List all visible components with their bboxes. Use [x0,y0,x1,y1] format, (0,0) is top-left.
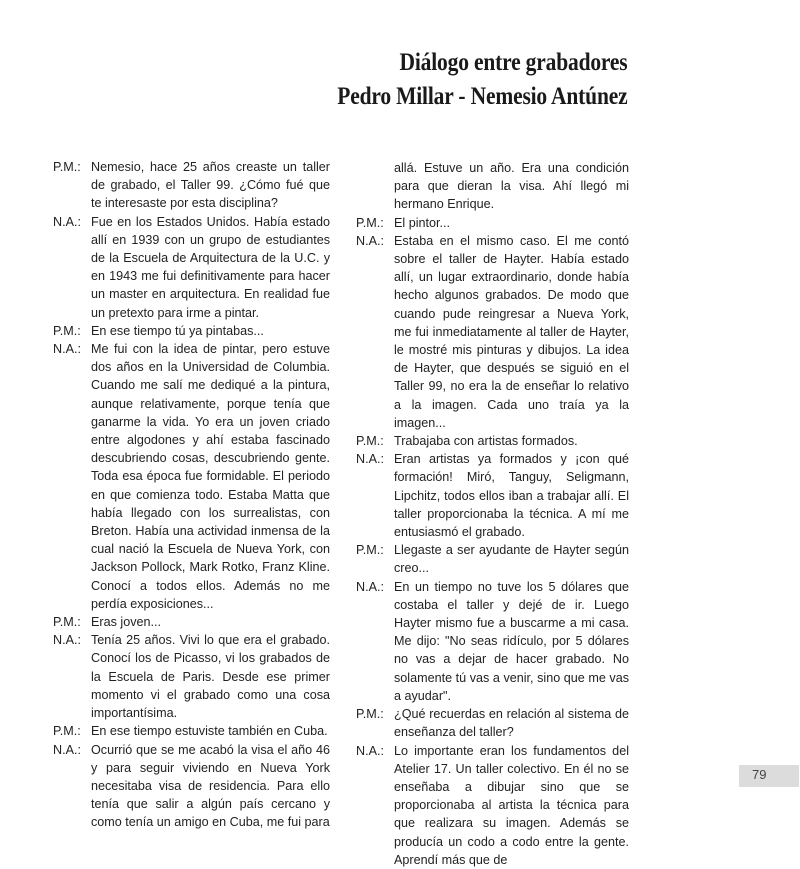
dialogue-text: Me fui con la idea de pintar, pero estuve dos años en la Universidad de Columbia. Cuando me salí me dediqué a la pintura, aunque relativamente, porque tenía que ganarme la vida. Yo era un joven criado entre algodones y ahí estaba fascinado descubriendo cosas, descubriendo gente. Toda esa época fue formidable. El periodo en que comienza todo. Estaba Matta que había llegado con los surrealistas, con Breton. Había una actividad inmensa de la cual nació la Escuela de Nueva York, con Jackson Pollock, Mark Rotko, Franz Kline. Conocí a todos ellos. Además no me perdía exposiciones... [91,342,330,611]
dialogue-text: Trabajaba con artistas formados. [394,434,578,449]
dialogue-entry [356,450,629,541]
dialogue-text: El pintor... [394,215,451,230]
speaker-label: P.M.: [53,160,81,174]
dialogue-text: Ocurrió que se me acabó la visa el año 46 y para seguir viviendo en Nueva York necesitaba visa de residencia. Para ello tenía que salir a algún país cercano y como tenía un amigo en Cuba, me fui para [91,742,330,830]
speaker-label: N.A.: [53,342,81,357]
speaker-label: N.A.: [356,579,384,594]
dialogue-text: Fue en los Estados Unidos. Había estado allí en 1939 con un grupo de estudiantes de la Escuela de Arquitectura de la U.C. y en 1943 me fui definitivamente para hacer un master en arquitectura. En realidad fue un pretexto para irme a pintar. [91,214,330,320]
dialogue-entry [53,722,330,740]
dialogue-text: Nemesio, hace 25 años creaste un taller de grabado, el Taller 99. ¿Cómo fué que te interesaste por esta disciplina? [91,160,330,211]
title-line-1: Diálogo entre grabadores [399,49,627,76]
dialogue-entry [356,214,629,232]
dialogue-text: En ese tiempo estuviste también en Cuba. [91,724,328,739]
speaker-label: P.M.: [53,323,81,338]
continuation-text: allá. Estuve un año. Era una condición para que dieran la visa. Ahí llegó mi hermano Enrique. [394,161,629,212]
speaker-label: P.M.: [356,543,384,558]
dialogue-entry [356,432,629,450]
dialogue-entry [356,232,629,432]
dialogue-entry [356,742,629,869]
dialogue-text: En un tiempo no tuve los 5 dólares que costaba el taller y dejé de ir. Luego Hayter mismo fue a buscarme a mi casa. Me dijo: "No seas ridículo, por 5 dólares no vas a dejar de hacer grabado. No solamente tú vas a venir, sino que me vas a ayudar". [394,579,629,703]
right-column [356,159,629,869]
speaker-label: N.A.: [53,633,81,648]
speaker-label: N.A.: [53,742,81,757]
speaker-label: P.M.: [53,615,81,630]
speaker-label: N.A.: [356,743,384,758]
page-number-box [739,765,799,787]
dialogue-entry [53,322,330,340]
left-column [53,158,330,832]
dialogue-text: Estaba en el mismo caso. El me contó sobre el taller de Hayter. Había estado allí, un lugar extraordinario, donde había hecho algunos grabados. De modo que cuando pude reingresar a Nueva York, me fui inmediatamente al taller de Hayter, le mostré mis pinturas y dibujos. La idea de Hayter, que después se siguió en el Taller 99, no era la de enseñar lo relativo a la imagen. Cada uno traía ya la imagen... [394,233,629,430]
speaker-label: P.M.: [53,724,81,739]
speaker-label: N.A.: [356,452,384,467]
dialogue-entry [53,213,330,322]
speaker-label: P.M.: [356,707,384,722]
dialogue-entry [53,613,330,631]
dialogue-entry [53,631,330,722]
dialogue-entry [356,541,629,577]
dialogue-text: Eran artistas ya formados y ¡con qué formación! Miró, Tanguy, Seligmann, Lipchitz, todos ellos iban a trabajar allí. El taller proporcionaba la técnica. A mí me entusiasmó el grabado. [394,452,629,540]
speaker-label: P.M.: [356,215,384,230]
dialogue-entry [53,158,330,213]
speaker-label: N.A.: [53,214,81,229]
dialogue-text: Eras joven... [91,615,161,630]
article-title [337,46,627,114]
dialogue-entry [356,705,629,741]
speaker-label: P.M.: [356,434,384,449]
dialogue-text: Lo importante eran los fundamentos del Atelier 17. Un taller colectivo. En él no se enseñaba a dibujar sino que se proporcionaba al artista la técnica para que realizara su imagen. Además se producía un codo a codo entre la gente. Aprendí más que de [394,743,629,867]
dialogue-entry [53,340,330,613]
speaker-label: N.A.: [356,233,384,248]
dialogue-text: Llegaste a ser ayudante de Hayter según creo... [394,543,629,576]
dialogue-text: ¿Qué recuerdas en relación al sistema de enseñanza del taller? [394,707,629,740]
dialogue-continuation [356,159,629,214]
dialogue-text: En ese tiempo tú ya pintabas... [91,323,264,338]
page-number: 79 [752,767,767,782]
dialogue-text: Tenía 25 años. Vivi lo que era el grabado. Conocí los de Picasso, vi los grabados de la Escuela de Paris. Desde ese primer momento vi el grabado como una cosa importantísima. [91,633,330,721]
dialogue-entry [356,578,629,705]
dialogue-entry [53,741,330,832]
title-line-2: Pedro Millar - Nemesio Antúnez [336,83,627,110]
